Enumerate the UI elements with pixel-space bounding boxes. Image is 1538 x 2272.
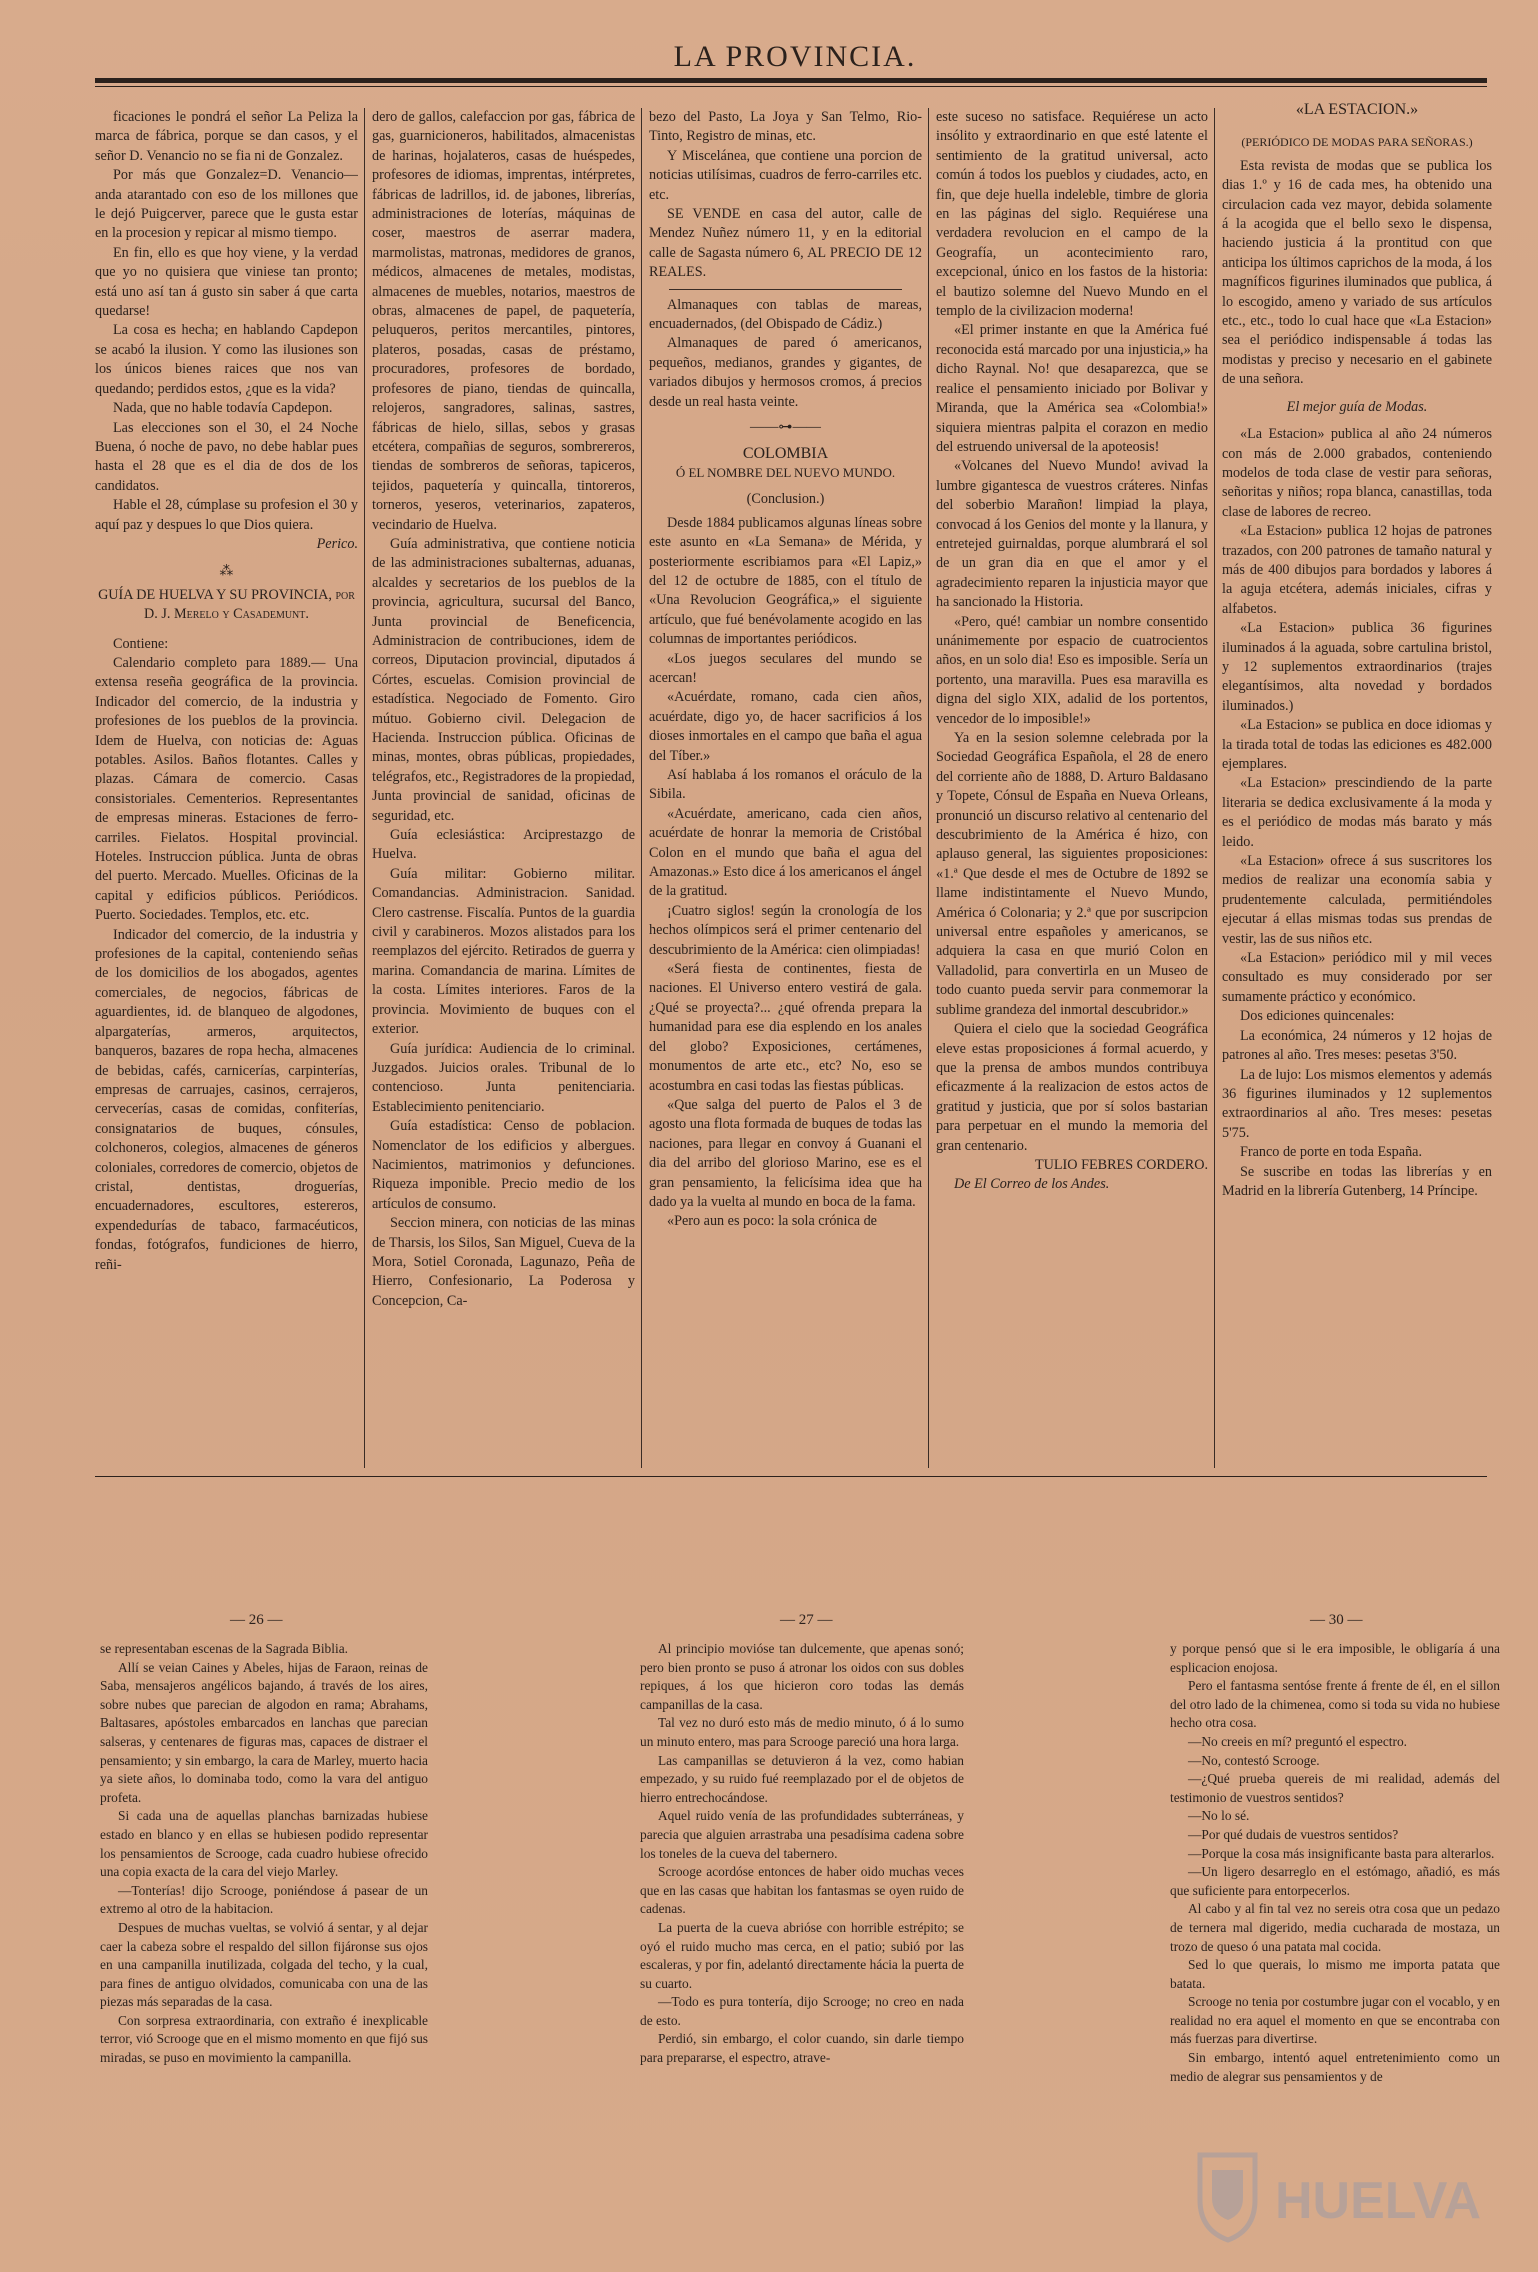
- bottom-column-3: y porque pensó que si le era imposible, le obligaría á una esplicacion enojosa. Pero el fantasma sentóse frente á frente de él, en el sillon del otro lado de la chimenea, como si toda su vida no hubiese hecho otra cosa. —No creeis en mí? preguntó el espectro. —No, contestó Scrooge. —¿Qué prueba quereis de mi realidad, además del testimonio de vuestros sentidos? —No lo sé. —Por qué dudais de vuestros sentidos? —Porque la cosa más insignificante basta para alterarlos. —Un ligero desarreglo en el estómago, añadió, es más que suficiente para entorpecerlos. Al cabo y al fin tal vez no sereis otra cosa que un pedazo de ternera mal digerido, media cucharada de mostaza, un trozo de queso ó una patata mal cocida. Sed lo que querais, lo mismo me importa patata que batata. Scrooge no tenia por costumbre jugar con el vocablo, y en realidad no era aquel el momento en que se encontraba con más fuerzas para divertirse. Sin embargo, intentó aquel entretenimiento como un medio de alegrar sus pensamientos y de: [1170, 1641, 1500, 2084]
- conclusion-label: (Conclusion.): [746, 491, 825, 508]
- huelva-watermark-logo: [1180, 2140, 1510, 2250]
- top-column-1: ficaciones le pondrá el señor La Peliza la marca de fábrica, porque se dan casos, y el señor D. Venancio no se fia ni de Gonzalez. Por más que Gonzalez=D. Venancio—anda atarantado con eso de los millones que le dejó Puigcerver, parece que le gusta estar en la procesion y repicar al mismo tiempo. En fin, ello es que hoy viene, y la verdad que yo no quisiera que viniese tan pronto; está uno así tan á gusto sin saber á que carta quedarse! La cosa es hecha; en hablando Capdepon se acabó la ilusion. Y como las ilusiones son los únicos bienes raices que nos van quedando; perdidos estos, ¿que es la vida? Nada, que no hable todavía Capdepon. Las elecciones son el 30, el 24 Noche Buena, ó noche de pavo, no debe hablar pues hasta el 28 que es el dia de dos de los candidatos. Hable el 28, cúmplase su profesion el 30 y aquí paz y despues lo que Dios quiera. Perico. ⁂ GUÍA DE HUELVA Y SU PROVINCIA, por D. J. Merelo y Casademunt. Contiene: Calendario completo para 1889.— Una extensa reseña geográfica de la provincia. Indicador del comercio, de la industria y profesiones de los pueblos de la provincia. Idem de Huelva, con noticias de: Aguas potables. Asilos. Baños flotantes. Calles y plazas. Cámara de comercio. Casas consistoriales. Cementerios. Representantes de empresas mineras. Estaciones de ferro-carriles. Fielatos. Hospital provincial. Hoteles. Instruccion pública. Junta de obras del puerto. Mercado. Muelles. Oficinas de la capital y edificios públicos. Periódicos. Puerto. Sociedades. Templos, etc. etc. Indicador del comercio, de la industria y profesiones de la capital, conteniendo señas de los domicilios de los abogados, agentes comerciales, de negocios, fábricas de aguardientes, id. de blanqueo de algodones, alpargaterías, armeros, arquitectos, banqueros, bazares de ropa hecha, almacenes de bebidas, cafés, carnicerías, carpinterías, empresas de carruajes, casinos, cerrajeros, cervecerías, casas de comidas, confiterías, consignatarios de buques, cónsules, colchoneros, colegios, almacenes de géneros coloniales, corredores de comercio, objetos de cristal, dentistas, droguerías, encuadernadores, escultores, estereros, expendedurías de tabaco, farmacéuticos, fondas, fotógrafos, fundiciones de hierro, reñi-: [95, 109, 358, 1273]
- masthead-rule: [95, 78, 1487, 83]
- page-number-27: — 27 —: [780, 1612, 833, 1628]
- column-divider: [1214, 108, 1215, 1468]
- page-number-30: — 30 —: [1310, 1612, 1363, 1628]
- top-column-5: «LA ESTACION.» (PERIÓDICO DE MODAS PARA SEÑORAS.) Esta revista de modas que se publica los dias 1.º y 16 de cada mes, ha obtenido una circulacion cada vez mayor, debida solamente á la acogida que el bello sexo le dispensa, haciendo justicia á la prontitud con que anticipa los últimos caprichos de la moda, á los magníficos figurines iluminados que publica, á lo escogido, ameno y variado de sus artículos etc., etc., todo lo cual hace que «La Estacion» sea el periódico indispensable á todas las modistas y preciso y necesario en el gabinete de una señora. El mejor guía de Modas. «La Estacion» publica al año 24 números con más de 2.000 grabados, conteniendo modelos de toda clase de vestir para señoras, señoritas y niños; ropa blanca, canastillas, toda clase de labores de recreo. «La Estacion» publica 12 hojas de patrones trazados, con 200 patrones de tamaño natural y más de 400 dibujos para bordados y labores á la aguja etcétera, además iniciales, cifras y alfabetos. «La Estacion» publica 36 figurines iluminados á la aguada, sobre cartulina bristol, y 12 suplementos extraordinarios (trajes elegantísimos, alta novedad y bordados iluminados.) «La Estacion» se publica en doce idiomas y la tirada total de todas las ediciones es 482.000 ejemplares. «La Estacion» prescindiendo de la parte literaria se dedica exclusivamente á la moda y es el periódico de modas más barato y más leido. «La Estacion» ofrece á sus suscritores los medios de realizar una economía sabia y prudentemente calculada, permitiéndoles ejecutar á ellas mismas todas sus prendas de vestir, las de sus niños etc. «La Estacion» periódico mil y mil veces consultado es muy considerado por ser sumamente práctico y económico. Dos ediciones quincenales: La económica, 24 números y 12 hojas de patrones al año. Tres meses: pesetas 3'50. La de lujo: Los mismos elementos y además 36 figurines iluminados y 12 suplementos extraordinarios al año. Tres meses: pesetas 5'75. Franco de porte en toda España. Se suscribe en todas las librerías y en Madrid en la librería Gutenberg, 14 Príncipe.: [1222, 101, 1492, 1199]
- estacion-subtitle: (PERIÓDICO DE MODAS PARA SEÑORAS.): [1241, 135, 1473, 150]
- divider-rule: [669, 289, 902, 290]
- bottom-column-2: Al principio movióse tan dulcemente, que apenas sonó; pero bien pronto se puso á atronar los oidos con sus dobles repiques, á los que hicieron coro todas las demás campanillas de la casa. Tal vez no duró esto más de medio minuto, ó á lo sumo un minuto entero, mas para Scrooge pareció una hora larga. Las campanillas se detuvieron á la vez, como habian empezado, y su ruido fué reemplazado por el de objetos de hierro entrechocándose. Aquel ruido venía de las profundidades subterráneas, y parecia que alguien arrastraba una pesadísima cadena sobre los toneles de la cueva del tabernero. Scrooge acordóse entonces de haber oido muchas veces que en las casas que habitan los fantasmas se oyen ruido de cadenas. La puerta de la cueva abrióse con horrible estrépito; se oyó el ruido mucho mas cerca, en el patio; subió por las escaleras, y por fin, adelantó directamente hácia la puerta de su cuarto. —Todo es pura tontería, dijo Scrooge; no creo en nada de esto. Perdió, sin embargo, el color cuando, sin darle tiempo para prepararse, el espectro, atrave-: [640, 1641, 964, 2066]
- colombia-title: COLOMBIA: [742, 444, 829, 462]
- watermark-text: HUELVA: [1275, 2172, 1482, 2230]
- shield-icon: [1200, 2155, 1255, 2240]
- signature-perico: Perico.: [316, 535, 358, 552]
- column-divider: [928, 108, 929, 1468]
- source-credit: De El Correo de los Andes.: [954, 1176, 1110, 1193]
- estacion-slogan: El mejor guía de Modas.: [1286, 398, 1428, 415]
- author-signature: TULIO FEBRES CORDERO.: [1034, 1156, 1208, 1173]
- bottom-column-1: se representaban escenas de la Sagrada Biblia. Allí se veian Caines y Abeles, hijas de Faraon, reinas de Saba, mensajeros angélicos bajando, á través de los aires, sobre nubes que parecian de algodon en rama; Abrahams, Baltasares, apóstoles embarcados en lanchas que parecian salseras, y centenares de figuras mas, capaces de distraer el pensamiento; y sin embargo, la cara de Marley, muerto hacia ya siete años, lo dominaba todo, como la vara del antiguo profeta. Si cada una de aquellas planchas barnizadas hubiese estado en blanco y en ellas se hubiesen podido representar los pensamientos de Scrooge, cada cuadro hubiese ofrecido una copia exacta de la cara del viejo Marley. —Tonterías! dijo Scrooge, poniéndose á pasear de un extremo al otro de la habitacion. Despues de muchas vueltas, se volvió á sentar, y al dejar caer la cabeza sobre el respaldo del sillon fijáronse sus ojos en una campanilla inutilizada, colgada del techo, y la cual, para fines de antiguo olvidados, comunicaba con una de las piezas más separadas de la casa. Con sorpresa extraordinaria, con extraño é inexplicable terror, vió Scrooge que en el mismo momento en que fijó sus miradas, se puso en movimiento la campanilla.: [100, 1641, 428, 2066]
- masthead-rule-thin: [95, 86, 1487, 87]
- guia-heading: GUÍA DE HUELVA Y SU PROVINCIA, por D. J. Merelo y Casademunt.: [98, 586, 355, 623]
- ornament: ⁂: [219, 563, 234, 580]
- column-divider: [364, 108, 365, 1468]
- estacion-title: «LA ESTACION.»: [1295, 101, 1419, 118]
- top-column-3: bezo del Pasto, La Joya y San Telmo, Rio-Tinto, Registro de minas, etc. Y Miscelánea, que contiene una porcion de noticias utilísimas, cuadros de ferro-carriles etc. etc. SE VENDE en casa del autor, calle de Mendez Nuñez número 11, y en la editorial calle de Sagasta número 6, AL PRECIO DE 12 REALES. Almanaques con tablas de mareas, encuadernados, (del Obispado de Cádiz.) Almanaques de pared ó americanos, pequeños, medianos, grandes y gigantes, de variados dibujos y hermosos cromos, á precios desde un real hasta veinte. ——⊶—— COLOMBIA Ó EL NOMBRE DEL NUEVO MUNDO. (Conclusion.) Desde 1884 publicamos algunas líneas sobre este asunto en «La Semana» de Mérida, y posteriormente escribiamos para «El Lapiz,» del 12 de octubre de 1885, con el título de «Una Revolucion Geográfica,» el siguiente artículo, que fué benévolamente acogido en las columnas de importantes periódicos. «Los juegos seculares del mundo se acercan! «Acuérdate, romano, cada cien años, acuérdate, digo yo, de hacer sacrificios á los dioses inmortales en el campo que baña el agua del Tíber.» Así hablaba á los romanos el oráculo de la Sibila. «Acuérdate, americano, cada cien años, acuérdate de honrar la memoria de Cristóbal Colon en el mundo que baña el agua del Amazonas.» Esto dice á los americanos el ángel de la gratitud. ¡Cuatro siglos! según la cronología de los hechos olímpicos será el primer centenario del descubrimiento de la América: cien olimpiadas! «Será fiesta de continentes, fiesta de naciones. El Universo entero vestirá de gala. ¿Qué se proyecta?... ¿qué ofrenda prepara la humanidad para ese dia esplendo en los anales del globo? Exposiciones, certámenes, monumentos de arte etc., etc? No, eso se acostumbra en casi todas las fiestas públicas. «Que salga del puerto de Palos el 3 de agosto una flota formada de buques de todas las naciones, para llegar en convoy á Guanani el dia del arribo del glorioso Marino, ese es el gran pensamiento, la felicísima idea que ha dado ya la vuelta al mundo en boca de la fama. «Pero aun es poco: la sola crónica de: [649, 109, 922, 1230]
- top-column-2: dero de gallos, calefaccion por gas, fábrica de gas, guarnicioneros, habilitados, almacenistas de harinas, hojalateros, casas de huéspedes, profesores de idiomas, imprentas, intérpretes, fábricas de ladrillos, id. de jabones, librerías, administraciones de loterías, máquinas de coser, maestros de aserrar madera, marmolistas, matronas, medidores de granos, médicos, almacenes de metales, modistas, almacenes de muebles, notarios, maestros de obras, almacenes de papel, de paquetería, peluqueros, peritos mercantiles, pintores, plateros, posadas, casas de préstamo, procuradores, profesores de bordado, profesores de piano, tiendas de quincalla, relojeros, sangradores, salinas, sastres, fábricas de hielo, sillas, sebos y grasas etcétera, compañias de seguros, sombrereros, tiendas de sombreros de señoras, tapiceros, tejidos, paquetería y quincalla, tintoreros, torneros, yeseros, veterinarios, zapateros, vecindario de Huelva. Guía administrativa, que contiene noticia de las administraciones subalternas, aduanas, alcaldes y secretarios de los pueblos de la provincia, agricultura, sucursal del Banco, Junta provincial de Beneficencia, Administracion de contribuciones, idem de correos, Diputacion provincial, diputados á Córtes, escuelas. Comision provincial de estadística. Negociado de Fomento. Giro mútuo. Gobierno civil. Delegacion de Hacienda. Instruccion pública. Oficinas de minas, montes, obras públicas, propiedades, telégrafos, etc., Registradores de la propiedad, Junta provincial de sanidad, oficinas de seguridad, etc. Guía eclesiástica: Arciprestazgo de Huelva. Guía militar: Gobierno militar. Comandancias. Administracion. Sanidad. Clero castrense. Fiscalía. Puntos de la guardia civil y carabineros. Mozos alistados para los reemplazos del ejército. Retirados de guerra y marina. Comandancia de marina. Límites de la costa. Límites interiores. Faros de la provincia. Movimiento de buques con el exterior. Guía jurídica: Audiencia de lo criminal. Juzgados. Juicios orales. Tribunal de lo contencioso. Junta penitenciaria. Establecimiento penitenciario. Guía estadística: Censo de poblacion. Nomenclator de los edificios y albergues. Nacimientos, matrimonios y defunciones. Riqueza imponible. Precio medio de los artículos de consumo. Seccion minera, con noticias de las minas de Tharsis, los Silos, San Miguel, Cueva de la Mora, Sotiel Coronada, Lagunazo, Peña de Hierro, Confesionario, La Poderosa y Concepcion, Ca-: [372, 109, 635, 1309]
- ornament-rule: ——⊶——: [750, 419, 821, 436]
- top-column-4: este suceso no satisface. Requiérese un acto insólito y extraordinario en que esté latente el sentimiento de la gratitud universal, acto común á todos los pueblos y ciudades, acto, en fin, que deje huella indeleble, timbre de gloria en las páginas del siglo. Requiérese una verdadera revolucion en el campo de la Geografía, un acontecimiento raro, excepcional, único en los fastos de la historia: el bautizo solemne del Nuevo Mundo en el templo de la civilizacion moderna! «El primer instante en que la América fué reconocida está marcado por una injusticia,» ha dicho Raynal. No! que desaparezca, que se realice el pensamiento iniciado por Bolivar y Miranda, que la América sea «Colombia!» siquiera mientras palpita el corazon en medio del estruendo universal de la apoteosis! «Volcanes del Nuevo Mundo! avivad la lumbre gigantesca de vuestros cráteres. Ninfas del soberbio Marañon! limpiad la playa, convocad á los Genios del monte y la llanura, y entretejed guirnaldas, porque alumbrará el sol de un gran dia en que el amor y el agradecimiento reparen la injusticia mayor que ha sancionado la Historia. «Pero, qué! cambiar un nombre consentido unánimemente por espacio de cuatrocientos años, en un solo dia! Eso es imposible. Sería un portento, una maravilla. Pues esa maravilla es digna del siglo XIX, adalid de los portentos, vencedor de lo imposible!» Ya en la sesion solemne celebrada por la Sociedad Geográfica Española, el 28 de enero del corriente año de 1888, D. Arturo Baldasano y Topete, Cónsul de España en Nueva Orleans, pronunció un discurso relativo al centenario del descubrimiento de la América é hizo, con aplauso general, las siguientes proposiciones: «1.ª Que desde el mes de Octubre de 1892 se llame indistintamente el Nuevo Mundo, América ó Colonaria; y 2.ª que por suscripcion universal entre españoles y americanos, se adquiera la casa en que murió Colon en Valladolid, para convertirla en un Museo de todo cuanto pueda servir para conmemorar la sublime grandeza del inmortal descubridor.» Quiera el cielo que la sociedad Geográfica eleve estas proposiciones á formal acuerdo, y que la prensa de ambos mundos contribuya eficazmente á la realizacion de estos actos de gratitud y justicia, que por sí solos bastarian para perpetuar en el mundo la memoria del gran centenario. TULIO FEBRES CORDERO. De El Correo de los Andes.: [936, 108, 1208, 1458]
- page-number-26: — 26 —: [230, 1612, 283, 1628]
- masthead: LA PROVINCIA.: [673, 40, 917, 73]
- section-rule: [95, 1476, 1487, 1477]
- column-divider: [641, 108, 642, 1468]
- colombia-subtitle: Ó EL NOMBRE DEL NUEVO MUNDO.: [675, 464, 896, 480]
